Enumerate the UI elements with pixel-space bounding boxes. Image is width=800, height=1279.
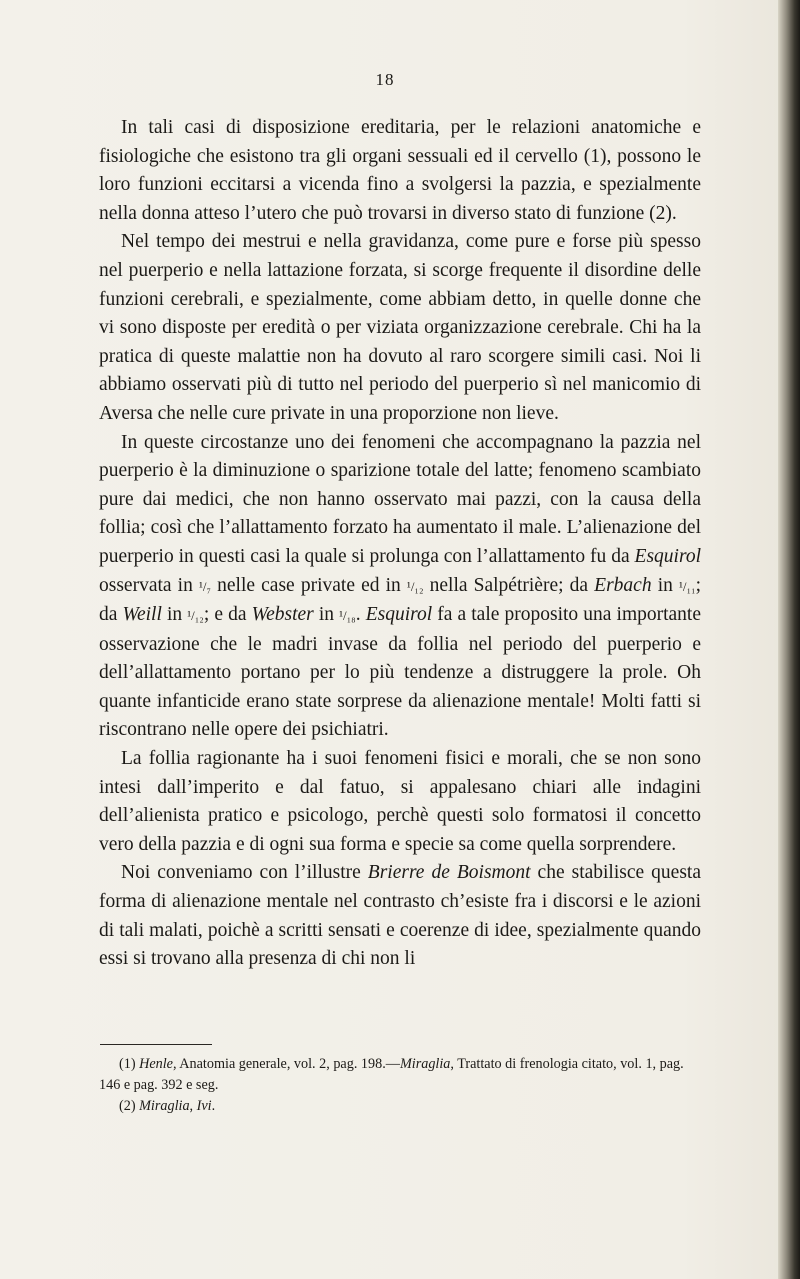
fraction: ¹/₁₂	[187, 608, 204, 624]
text-run: (2)	[119, 1098, 140, 1114]
text-run: nella Salpétrière; da	[423, 574, 595, 596]
text-run: .	[211, 1098, 216, 1114]
text-run: Noi conveniamo con l’illustre	[121, 862, 368, 884]
text-run: Nel tempo dei mestrui e nella gravidanza, come pure e forse più spesso nel puerperio e nella lattazione forzata, si scorge frequente il disordine delle funzioni cerebrali, e spezialmente, come abbiam detto, in quelle donne che vi sono disposte per eredità o per viziata organizzazione cerebrale. Chi ha la pratica di queste malattie non ha dovuto al raro scorgere simili casi. Noi li abbiamo osservati più di tutto nel periodo del puerperio sì nel manicomio di Aversa che nelle cure private in una proporzione non lieve.	[99, 231, 701, 424]
fraction: ¹/₁₂	[406, 578, 424, 594]
italic-name: Henle	[139, 1056, 173, 1072]
text-run: ; e da	[203, 604, 252, 626]
italic-name: Esquirol	[365, 604, 433, 626]
text-run: nelle case private ed in	[211, 574, 407, 596]
italic-name: Esquirol	[634, 545, 701, 567]
italic-name: Weill	[122, 604, 162, 626]
text-run: ; da	[99, 574, 701, 626]
text-run: , Trattato di frenologia citato, vol. 1, pag. 146 e pag. 392 e seg.	[99, 1056, 684, 1093]
footnotes	[99, 1054, 703, 1117]
text-run: che stabilisce questa forma di alienazione mentale nel contrasto ch’esiste fra i discorsi e le azioni di tali malati, poichè a scritti sensati e coerenze di idee, spezialmente quando essi si trovano alla presenza di chi non li	[99, 862, 701, 970]
fraction: ¹/₇	[198, 578, 212, 594]
paragraph-4	[99, 745, 701, 859]
text-run: fa a tale proposito una importante osservazione che le madri invase da follia nel periodo del puerperio e dell’allattamento portano per lo più tendenze a distruggere la prole. Oh quante infanticide erano state sorprese da alienazione mentale! Molti fatti si riscontrano nelle opere dei psichiatri.	[99, 604, 702, 741]
text-run: ,	[189, 1098, 197, 1114]
footnote-1	[99, 1054, 703, 1096]
text-run: In tali casi di disposizione ereditaria, per le relazioni anatomiche e fisiologiche che esistono tra gli organi sessuali ed il cervello (1), possono le loro funzioni eccitarsi a vicenda fino a svolgersi la pazzia, e spezialmente nella donna atteso l’utero che può trovarsi in diverso stato di funzione (2).	[99, 117, 701, 224]
italic-name: Miraglia	[139, 1098, 190, 1114]
italic-name: Miraglia	[399, 1056, 451, 1072]
italic-name: Ivi	[196, 1098, 212, 1114]
italic-name: Erbach	[594, 574, 652, 596]
body-text	[99, 114, 701, 974]
page-number: 18	[375, 70, 395, 89]
text-run: in	[161, 604, 188, 626]
fraction: ¹/₁₁	[679, 578, 696, 594]
footnote-2	[99, 1096, 703, 1117]
text-run: .	[355, 604, 366, 626]
text-run: (1)	[119, 1056, 140, 1072]
text-run: in	[651, 574, 679, 596]
footnote-separator	[100, 1044, 212, 1045]
paragraph-2	[99, 228, 701, 428]
paragraph-1	[99, 114, 701, 228]
text-run: , Anatomia generale, vol. 2, pag. 198.—	[172, 1056, 400, 1072]
binding-edge	[778, 0, 800, 1279]
text-run: osservata in	[99, 574, 199, 596]
paragraph-5	[99, 859, 701, 973]
fraction: ¹/₁₈	[339, 608, 356, 624]
text-run: In queste circostanze uno dei fenomeni che accompagnano la pazzia nel puerperio è la diminuzione o sparizione totale del latte; fenomeno scambiato pure dai medici, che non hanno osservato mai pazzi, con la causa della follia; così che l’allattamento forzato ha aumentato il male. L’alienazione del puerperio in questi casi la quale si prolunga con l’allattamento fu da	[99, 431, 701, 567]
text-run: La follia ragionante ha i suoi fenomeni fisici e morali, che se non sono intesi dall’imperito e dal fatuo, si appalesano chiari alle indagini dell’alienista pratico e psicologo, perchè questi solo formatosi il concetto vero della pazzia e di ogni sua forma e specie sa come quella sorprendere.	[99, 748, 701, 855]
italic-name: Brierre de Boismont	[367, 862, 531, 884]
paragraph-3	[99, 429, 701, 746]
text-run: in	[313, 604, 340, 626]
italic-name: Webster	[251, 604, 314, 626]
